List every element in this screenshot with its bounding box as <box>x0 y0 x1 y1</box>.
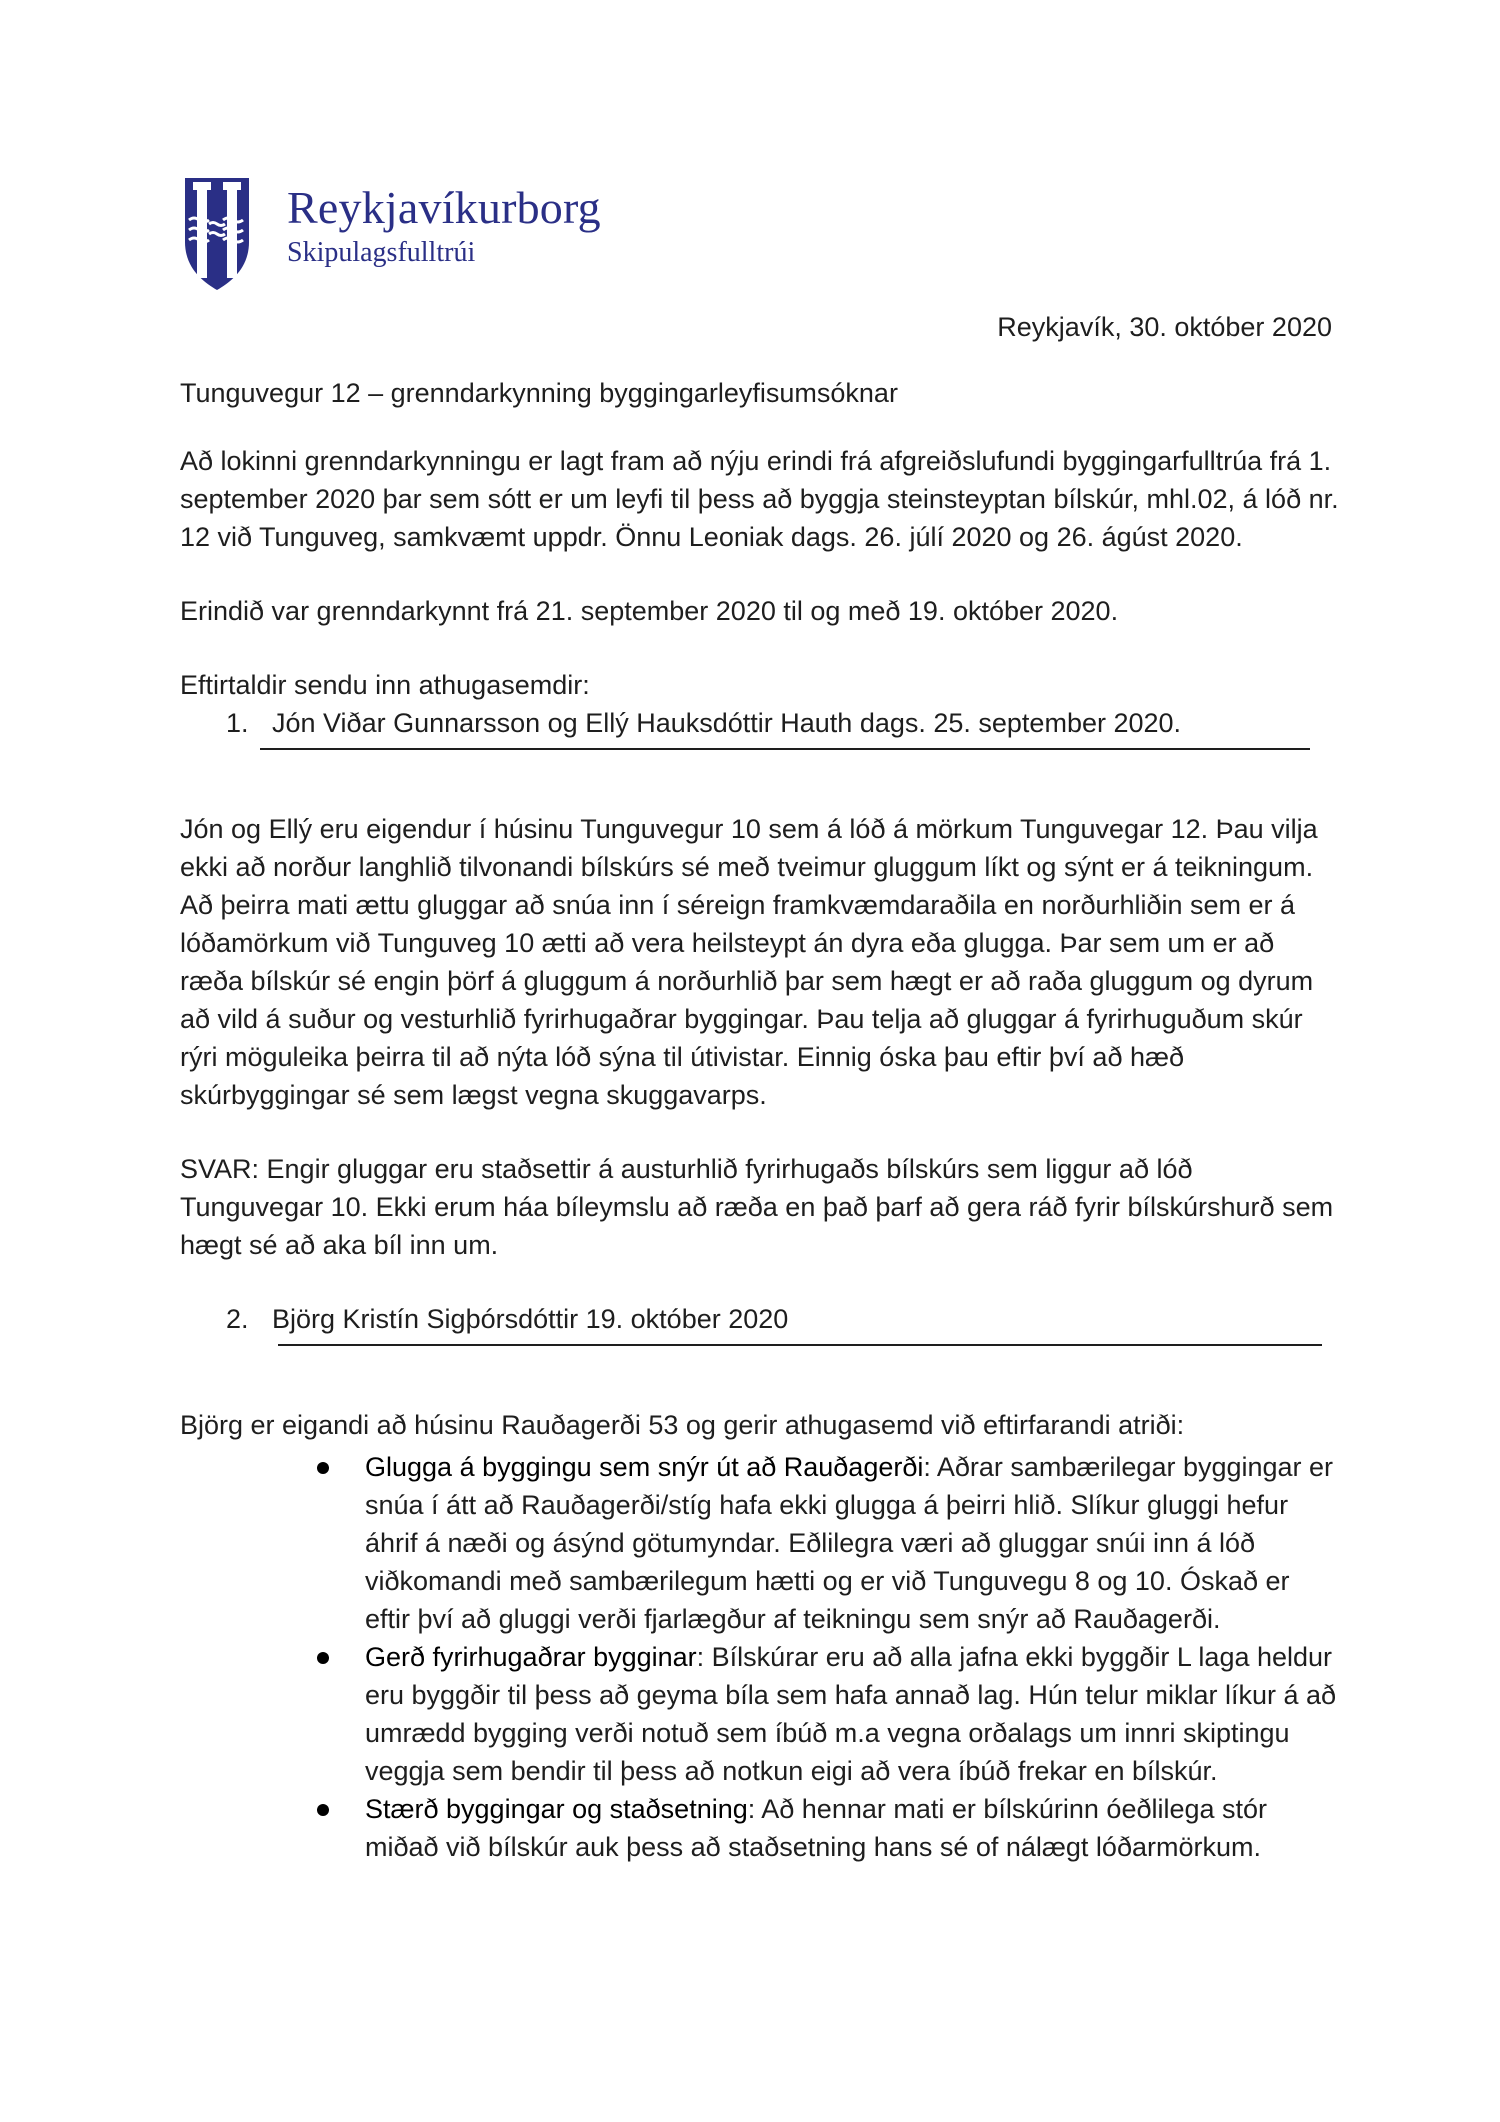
point-text: : Bílskúrar eru að alla jafna ekki byggðir L laga heldur eru byggðir til þess að geyma bíla sem hafa annað lag. Hún telur miklar líkur á að umrædd bygging verði notuð sem íbúð m.a vegna orðalags um innri skiptingu veggja sem bendir til þess að notkun eigi að vera íbúð frekar en bílskúr. <box>365 1642 1337 1786</box>
point-label: Glugga á byggingu sem snýr út að Rauðagerði <box>365 1452 924 1482</box>
document-title: Tunguvegur 12 – grenndarkynning byggingarleyfisumsóknar <box>180 378 898 408</box>
reykjavik-coat-of-arms-icon <box>183 176 251 292</box>
point-label: Stærð byggingar og staðsetning <box>365 1794 748 1824</box>
letter-body <box>180 374 1340 1866</box>
header-logo <box>183 176 601 292</box>
comment-2-author: Björg Kristín Sigþórsdóttir 19. október 2020 <box>272 1304 789 1334</box>
intro-paragraph: Að lokinni grenndarkynningu er lagt fram að nýju erindi frá afgreiðslufundi byggingarfulltrúa frá 1. september 2020 þar sem sótt er um leyfi til þess að byggja steinsteyptan bílskúr, mhl.02, á lóð nr. 12 við Tunguveg, samkvæmt uppdr. Önnu Leoniak dags. 26. júlí 2020 og 26. ágúst 2020. <box>180 446 1339 552</box>
bullet-icon <box>317 1804 329 1816</box>
point-text: : Að hennar mati er bílskúrinn óeðlilega stór miðað við bílskúr auk þess að staðsetning hans sé of nálægt lóðarmörkum. <box>365 1794 1268 1862</box>
comment-2-intro: Björg er eigandi að húsinu Rauðagerði 53 og gerir athugasemd við eftirfarandi atriði: <box>180 1410 1185 1440</box>
department-name: Skipulagsfulltrúi <box>287 237 476 268</box>
point-text: : Aðrar sambærilegar byggingar er snúa í átt að Rauðagerði/stíg hafa ekki glugga á þeirri hlið. Slíkur gluggi hefur áhrif á næði og ásýnd götumyndar. Eðlilegra væri að gluggar snúi inn á lóð viðkomandi með sambærilegum hætti og er við Tunguvegu 8 og 10. Óskað er eftir því að gluggi verði fjarlægður af teikningu sem snýr að Rauðagerði. <box>365 1452 1334 1634</box>
point-label: Gerð fyrirhugaðrar bygginar <box>365 1642 697 1672</box>
date-line: Reykjavík, 30. október 2020 <box>997 312 1332 342</box>
comment-1-number: 1. <box>226 708 249 738</box>
list-item <box>180 1448 1340 1638</box>
comment-2-author-item <box>180 1300 1340 1338</box>
list-item <box>180 1790 1340 1866</box>
comments-heading: Eftirtaldir sendu inn athugasemdir: <box>180 670 590 700</box>
consultation-period: Erindið var grenndarkynnt frá 21. september 2020 til og með 19. október 2020. <box>180 596 1119 626</box>
comment-1-body: Jón og Ellý eru eigendur í húsinu Tunguvegur 10 sem á lóð á mörkum Tunguvegar 12. Þau vilja ekki að norður langhlið tilvonandi bílskúrs sé með tveimur gluggum líkt og sýnt er á teikningum. Að þeirra mati ættu gluggar að snúa inn í séreign framkvæmdaraðila en norðurhliðin sem er á lóðamörkum við Tunguveg 10 ætti að vera heilsteypt án dyra eða glugga. Þar sem um er að ræða bílskúr sé engin þörf á gluggum á norðurhlið þar sem hægt er að raða gluggum og dyrum að vild á suður og vesturhlið fyrirhugaðrar byggingar. Þau telja að gluggar á fyrirhuguðum skúr rýri möguleika þeirra til að nýta lóð sýna til útivistar. Einnig óska þau eftir því að hæð skúrbyggingar sé sem lægst vegna skuggavarps. <box>180 814 1318 1110</box>
comment-1-answer: SVAR: Engir gluggar eru staðsettir á austurhlið fyrirhugaðs bílskúrs sem liggur að lóð Tunguvegar 10. Ekki erum háa bíleymslu að ræða en það þarf að gera ráð fyrir bílskúrshurð sem hægt sé að aka bíl inn um. <box>180 1154 1334 1260</box>
bullet-icon <box>317 1462 329 1474</box>
list-item <box>180 1638 1340 1790</box>
comment-2-points <box>180 1448 1340 1866</box>
comment-2-number: 2. <box>226 1304 249 1334</box>
comment-1-author: Jón Viðar Gunnarsson og Ellý Hauksdóttir Hauth dags. 25. september 2020. <box>272 708 1182 738</box>
org-name: Reykjavíkurborg <box>287 182 601 233</box>
comment-1-author-item <box>180 704 1340 742</box>
bullet-icon <box>317 1652 329 1664</box>
